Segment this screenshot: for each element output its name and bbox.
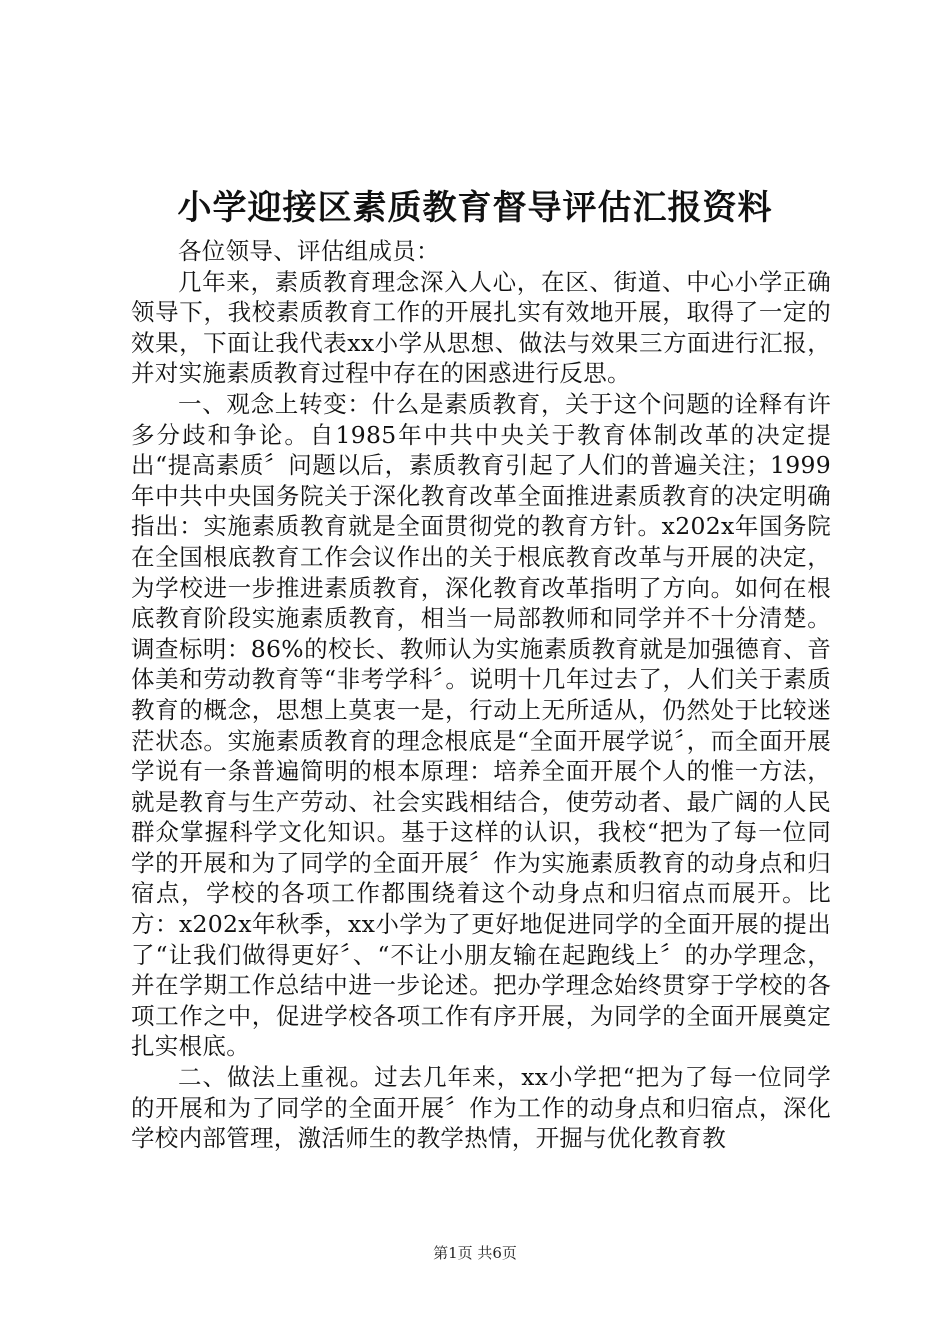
- page-number-footer: 第1页 共6页: [433, 1244, 517, 1262]
- section-one-paragraph: 一、观念上转变：什么是素质教育，关于这个问题的诠释有许多分歧和争论。自1985年中共中央关于教育体制改革的决定提出“提高素质〞问题以后，素质教育引起了人们的普遍关注；1999年中共中央国务院关于深化教育改革全面推进素质教育的决定明确指出：实施素质教育就是全面贯彻党的教育方针。x202x年国务院在全国根底教育工作会议作出的关于根底教育改革与开展的决定，为学校进一步推进素质教育，深化教育改革指明了方向。如何在根底教育阶段实施素质教育，相当一局部教师和同学并不十分清楚。调查标明：86%的校长、教师认为实施素质教育就是加强德育、音体美和劳动教育等“非考学科〞。说明十几年过去了，人们关于素质教育的概念，思想上莫衷一是，行动上无所适从，仍然处于比较迷茫状态。实施素质教育的理念根底是“全面开展学说〞，而全面开展学说有一条普遍简明的根本原理：培养全面开展个人的惟一方法，就是教育与生产劳动、社会实践相结合，使劳动者、最广阔的人民群众掌握科学文化知识。基于这样的认识，我校“把为了每一位同学的开展和为了同学的全面开展〞作为实施素质教育的动身点和归宿点，学校的各项工作都围绕着这个动身点和归宿点而展开。比方：x202x年秋季，xx小学为了更好地促进同学的全面开展的提出了“让我们做得更好〞、“不让小朋友输在起跑线上〞的办学理念，并在学期工作总结中进一步论述。把办学理念始终贯穿于学校的各项工作之中，促进学校各项工作有序开展，为同学的全面开展奠定扎实根底。: [131, 389, 831, 1061]
- intro-paragraph: 几年来，素质教育理念深入人心，在区、街道、中心小学正确领导下，我校素质教育工作的开展扎实有效地开展，取得了一定的效果，下面让我代表xx小学从思想、做法与效果三方面进行汇报，并对实施素质教育过程中存在的困惑进行反思。: [131, 267, 831, 388]
- section-two-paragraph: 二、做法上重视。过去几年来，xx小学把“把为了每一位同学的开展和为了同学的全面开展〞作为工作的动身点和归宿点，深化学校内部管理，激活师生的教学热情，开掘与优化教育教: [131, 1063, 831, 1153]
- document-title: 小学迎接区素质教育督导评估汇报资料: [177, 188, 773, 228]
- salutation-paragraph: 各位领导、评估组成员：: [178, 237, 440, 265]
- document-body: [131, 236, 831, 1154]
